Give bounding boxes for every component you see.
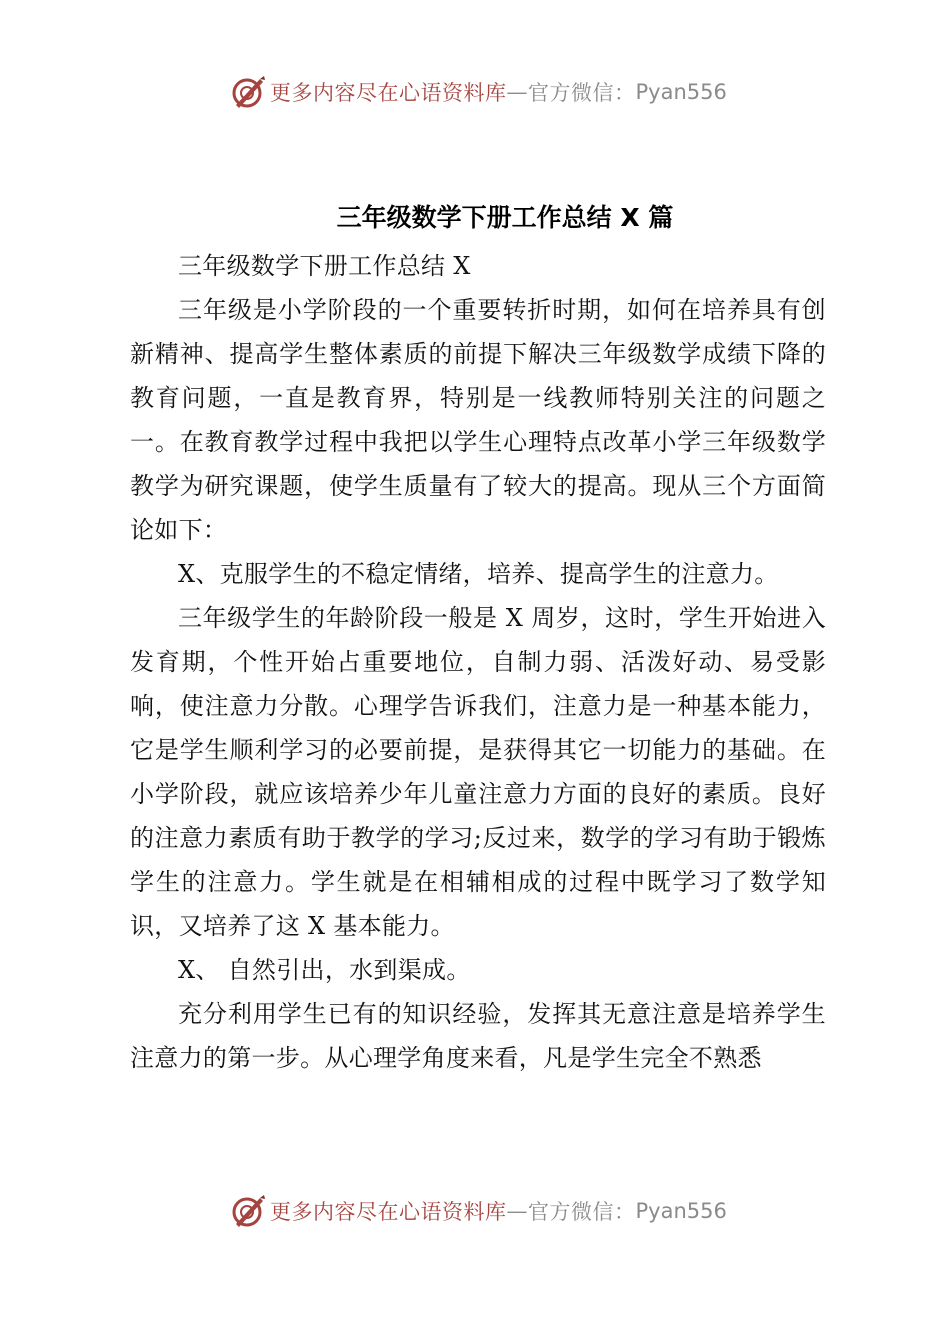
paragraph: 三年级是小学阶段的一个重要转折时期，如何在培养具有创新精神、提高学生整体素质的前提下解决三年级数学成绩下降的教育问题，一直是教育界，特别是一线教师特别关注的问题之一。在教育教学过程中我把以学生心理特点改革小学三年级数学教学为研究课题，使学生质量有了较大的提高。现从三个方面简论如下：: [130, 296, 826, 544]
pen-logo-icon: [230, 1193, 266, 1229]
document-body: [130, 244, 826, 1080]
wechat-id: Pyan556: [635, 80, 727, 104]
paragraph: X、克服学生的不稳定情绪，培养、提高学生的注意力。: [178, 560, 779, 588]
document-title: 三年级数学下册工作总结 X 篇: [336, 203, 674, 232]
dash-separator: —: [506, 1199, 528, 1223]
wechat-label: 官方微信：: [528, 81, 636, 105]
dash-separator: —: [506, 80, 528, 104]
brand-text: 更多内容尽在心语资料库: [270, 1200, 507, 1224]
paragraph: 三年级学生的年龄阶段一般是 X 周岁，这时，学生开始进入发育期，个性开始占重要地位，自制力弱、活泼好动、易受影响，使注意力分散。心理学告诉我们，注意力是一种基本能力，它是学生顺利学习的必要前提，是获得其它一切能力的基础。在小学阶段，就应该培养少年儿童注意力方面的良好的素质。良好的注意力素质有助于教学的学习;反过来，数学的学习有助于锻炼学生的注意力。学生就是在相辅相成的过程中既学习了数学知识，又培养了这 X 基本能力。: [130, 604, 826, 940]
paragraph: 三年级数学下册工作总结 X: [178, 252, 471, 280]
paragraph: 充分利用学生已有的知识经验，发挥其无意注意是培养学生注意力的第一步。从心理学角度来看，凡是学生完全不熟悉: [130, 1000, 826, 1072]
header-banner: [230, 72, 727, 112]
pen-logo-icon: [230, 74, 266, 110]
wechat-id: Pyan556: [635, 1199, 727, 1223]
footer-banner: [230, 1191, 727, 1231]
wechat-label: 官方微信：: [528, 1200, 636, 1224]
brand-text: 更多内容尽在心语资料库: [270, 81, 507, 105]
paragraph: X、 自然引出，水到渠成。: [178, 956, 471, 984]
